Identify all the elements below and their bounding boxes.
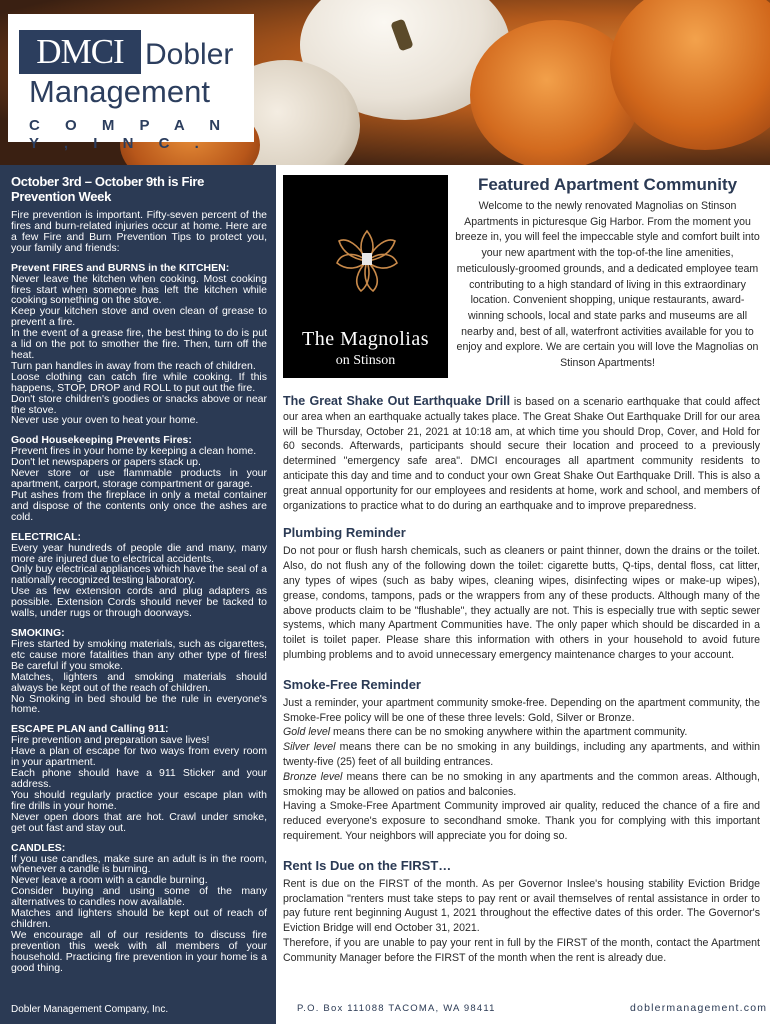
sidebar-tip-line: Matches and lighters should be kept out of reach of children. bbox=[11, 907, 267, 930]
sidebar-tip-line: Prevent fires in your home by keeping a clean home. bbox=[11, 445, 257, 458]
silver-level-line bbox=[283, 740, 760, 770]
sidebar-tip-line: Fires started by smoking materials, such as cigarettes, etc cause more fatalities than any other type of fires! Be careful if you smoke. bbox=[11, 638, 267, 672]
sidebar-title: October 3rd – October 9th is Fire Prevention Week bbox=[11, 174, 205, 204]
sidebar-tip-line: You should regularly practice your escape plan with fire drills in your home. bbox=[11, 788, 267, 812]
sidebar-tip-line: No Smoking in bed should be the rule in everyone's home. bbox=[11, 692, 267, 716]
smoke-free-closing: Having a Smoke-Free Apartment Community improved air quality, reduced the chance of a fire and reduced everyone's exposure to secondhand smoke. Thank you for complying with this important requirement. Your neighbors will appreciate you for doing so. bbox=[283, 800, 760, 842]
sidebar-tip-line: Every year hundreds of people die and many, many more are injured due to electrical accidents. bbox=[11, 541, 267, 565]
sidebar-section-heading: SMOKING: bbox=[11, 627, 65, 639]
sidebar-section-heading: Good Housekeeping Prevents Fires: bbox=[11, 434, 192, 447]
sidebar-sections bbox=[11, 262, 267, 974]
footer-company-name: Dobler Management Company, Inc. bbox=[11, 1004, 169, 1015]
plumbing-heading: Plumbing Reminder bbox=[283, 525, 406, 541]
sidebar-tip-line: Don't let newspapers or papers stack up. bbox=[11, 456, 201, 469]
sidebar-tip-line: Never use your oven to heat your home. bbox=[11, 414, 199, 427]
logo-management: Management bbox=[29, 74, 210, 109]
smoke-free-intro: Just a reminder, your apartment community smoke-free. Depending on the apartment community, the Smoke-Free policy will be one of these three levels: Gold, Silver or Bronze. bbox=[283, 696, 760, 724]
rent-paragraph-2: Therefore, if you are unable to pay your rent in full by the FIRST of the month, contact the Apartment Community Manager before the FIRST of the month when the rent is already due. bbox=[283, 936, 760, 964]
logo-company-inc: C O M P A N Y , I N C . bbox=[29, 117, 231, 152]
sidebar-tip-line: We encourage all of our residents to discuss fire prevention this week with all members of your household. Practicing fire prevention in your home is a good thing. bbox=[11, 928, 267, 974]
sidebar-tip-line: Only buy electrical appliances which have the seal of a nationally recognized testing laboratory. bbox=[11, 563, 267, 587]
sidebar-intro: Fire prevention is important. Fifty-seven percent of the fires and burn-related injuries occur at home. Here are a few Fire and Burn Prevention Tips to protect you, your family and friends: bbox=[11, 209, 267, 254]
smoke-free-section bbox=[283, 677, 760, 844]
sidebar-tip-line: Loose clothing can catch fire while cooking. If this happens, STOP, DROP and ROLL to put out the fire. bbox=[11, 370, 267, 394]
logo-dobler: Dobler bbox=[145, 38, 234, 71]
sidebar-tip-line: If you use candles, make sure an adult is in the room, whenever a candle is burning. bbox=[11, 852, 267, 876]
smoke-free-heading: Smoke-Free Reminder bbox=[283, 676, 421, 692]
silver-level-label: Silver level bbox=[283, 741, 336, 754]
sidebar-tip-line: Each phone should have a 911 Sticker and your address. bbox=[11, 767, 267, 790]
sidebar-tip-line: Have a plan of escape for two ways from every room in your apartment. bbox=[11, 745, 267, 769]
gold-level-text: means there can be no smoking anywhere within the apartment community. bbox=[330, 726, 688, 739]
sidebar-section-heading: ESCAPE PLAN and Calling 911: bbox=[11, 723, 169, 736]
sidebar-tip-line: Put ashes from the fireplace in only a metal container and dispose of the contents only once the ashes are cold. bbox=[11, 488, 267, 523]
footer-website-link[interactable]: doblermanagement.com bbox=[630, 1002, 768, 1014]
sidebar-tip-line: Never store or use flammable products in your apartment, carport, storage compartment or garage. bbox=[11, 467, 267, 491]
sidebar-tip-line: Fire prevention and preparation save lives! bbox=[11, 734, 210, 747]
plumbing-body: Do not pour or flush harsh chemicals, such as cleaners or paint thinner, down the drains or the toilet. Also, do not flush any of the following down the toilet: cigarette butts, Q-tips, dental floss, cat litter, any types of wipes (such as baby wipes, cleaning wipes, disinfecting wipes or make-up wipes), grease, condoms, tampons, pads or the wrappers from any of these products. Although many of the above products claim to be "flushable", they actually are not. This is especially true with septic sewer systems, which many Apartment Communities have. The only paper which should be discarded in a toilet is toilet paper. Please share this information with others in your household to avoid future plumbing problems and to avoid unnecessary emergency maintenance charges to your account. bbox=[283, 545, 760, 661]
featured-text bbox=[455, 174, 760, 372]
hero-banner-image bbox=[0, 0, 770, 165]
shakeout-heading: The Great Shake Out Earthquake Drill bbox=[283, 394, 511, 408]
logo-dmci: DMCI bbox=[19, 30, 141, 74]
magnolia-flower-icon bbox=[331, 223, 403, 295]
sidebar-tip-line: Matches, lighters and smoking materials should always be kept out of the reach of children. bbox=[11, 670, 267, 694]
company-logo bbox=[8, 14, 254, 152]
sidebar-tip-line: Consider buying and using some of the many alternatives to candles now available. bbox=[11, 885, 267, 909]
featured-body: Welcome to the newly renovated Magnolias on Stinson Apartments in picturesque Gig Harbor. From the moment you breeze in, you will feel the impeccable style and comfort built into your new apartment with the top-of-the line amenities, meticulously-groomed grounds, and a dedicated employee team contributing to a high standard of living in this extraordinary location. Convenient shopping, unique restaurants, award-winning schools, local and state parks and museums are all nearby and, best of all, waterfront activities available for you to enjoy and explore. We are certain you will love the Magnolias on Stinson Apartments! bbox=[455, 200, 760, 370]
sidebar-tip-line: Never leave the kitchen when cooking. Most cooking fires start when someone has left the kitchen while cooking something on the stove. bbox=[11, 272, 267, 307]
sidebar-tip-line: Don't store children's goodies or snacks above or near the stove. bbox=[11, 392, 267, 416]
rent-paragraph-1: Rent is due on the FIRST of the month. As per Governor Inslee's housing stability Eviction Bridge proclamation "renters must take steps to pay rent or avail themselves of rental assistance in order to pay future rent beginning August 1, 2021 throughout the effective dates of this order. The Governor's Eviction Bridge will end October 31, 2021. bbox=[283, 877, 760, 935]
gold-level-label: Gold level bbox=[283, 726, 331, 739]
bronze-level-label: Bronze level bbox=[283, 770, 343, 783]
sidebar-tip-line: Keep your kitchen stove and oven clean of grease to prevent a fire. bbox=[11, 305, 267, 329]
sidebar-tip-line: Never open doors that are hot. Crawl under smoke, get out fast and stay out. bbox=[11, 810, 267, 834]
sidebar-tip-line: Turn pan handles in away from the reach of children. bbox=[11, 359, 256, 372]
plumbing-section bbox=[283, 525, 760, 662]
shakeout-section bbox=[283, 394, 760, 513]
orange-pumpkin bbox=[610, 0, 770, 150]
featured-community bbox=[283, 165, 760, 390]
rent-section bbox=[283, 858, 760, 966]
fire-prevention-sidebar bbox=[0, 165, 276, 1024]
sidebar-tip-line: Never leave a room with a candle burning. bbox=[11, 874, 208, 887]
bronze-level-text: means there can be no smoking in any apartments and the common areas. Although, smoking may be allowed on patios and balconies. bbox=[283, 770, 761, 798]
silver-level-text: means there can be no smoking in any buildings, including any apartments, and within twenty-five (25) feet of all building entrances. bbox=[283, 741, 760, 768]
featured-heading: Featured Apartment Community bbox=[477, 175, 738, 194]
main-content bbox=[283, 165, 760, 966]
sidebar-tip-line: In the event of a grease fire, the best thing to do is put a lid on the pot to smother the fire. Then, turn off the heat. bbox=[11, 327, 267, 361]
magnolias-image-subtitle: on Stinson bbox=[335, 353, 396, 368]
footer-address: P.O. Box 111088 TACOMA, WA 98411 bbox=[297, 1003, 496, 1014]
shakeout-body: is based on a scenario earthquake that could affect our area when an earthquake actually takes place. The Great Shake Out Earthquake Drill for our area will be Thursday, October 21, 2021 at 10:18 am, at which time you should Drop, Cover, and Hold for 60 seconds. Afterwards, participants should secure their location and proceed to a previously determined "emergency safe area". DMCI encourages all apartment community residents to anticipate this day and time and to conduct your own Great Shake Out Earthquake Drill. This is also a great annual opportunity for our employees and residents at home, work and school, and members of organizations to practice what to do during an earthquake and to improve preparedness. bbox=[283, 396, 760, 512]
magnolias-image-title: The Magnolias bbox=[301, 328, 430, 350]
gold-level-line bbox=[283, 725, 760, 740]
sidebar-section-heading: ELECTRICAL: bbox=[11, 530, 81, 543]
rent-heading: Rent Is Due on the FIRST… bbox=[283, 857, 452, 873]
sidebar-section-heading: CANDLES: bbox=[11, 841, 66, 854]
magnolias-logo-image bbox=[283, 175, 448, 378]
bronze-level-line bbox=[283, 770, 760, 800]
sidebar-section-heading: Prevent FIRES and BURNS in the KITCHEN: bbox=[11, 261, 230, 274]
sidebar-tip-line: Use as few extension cords and plug adapters as possible. Extension Cords should never be tacked to walls, under rugs or through doorways. bbox=[11, 585, 267, 620]
